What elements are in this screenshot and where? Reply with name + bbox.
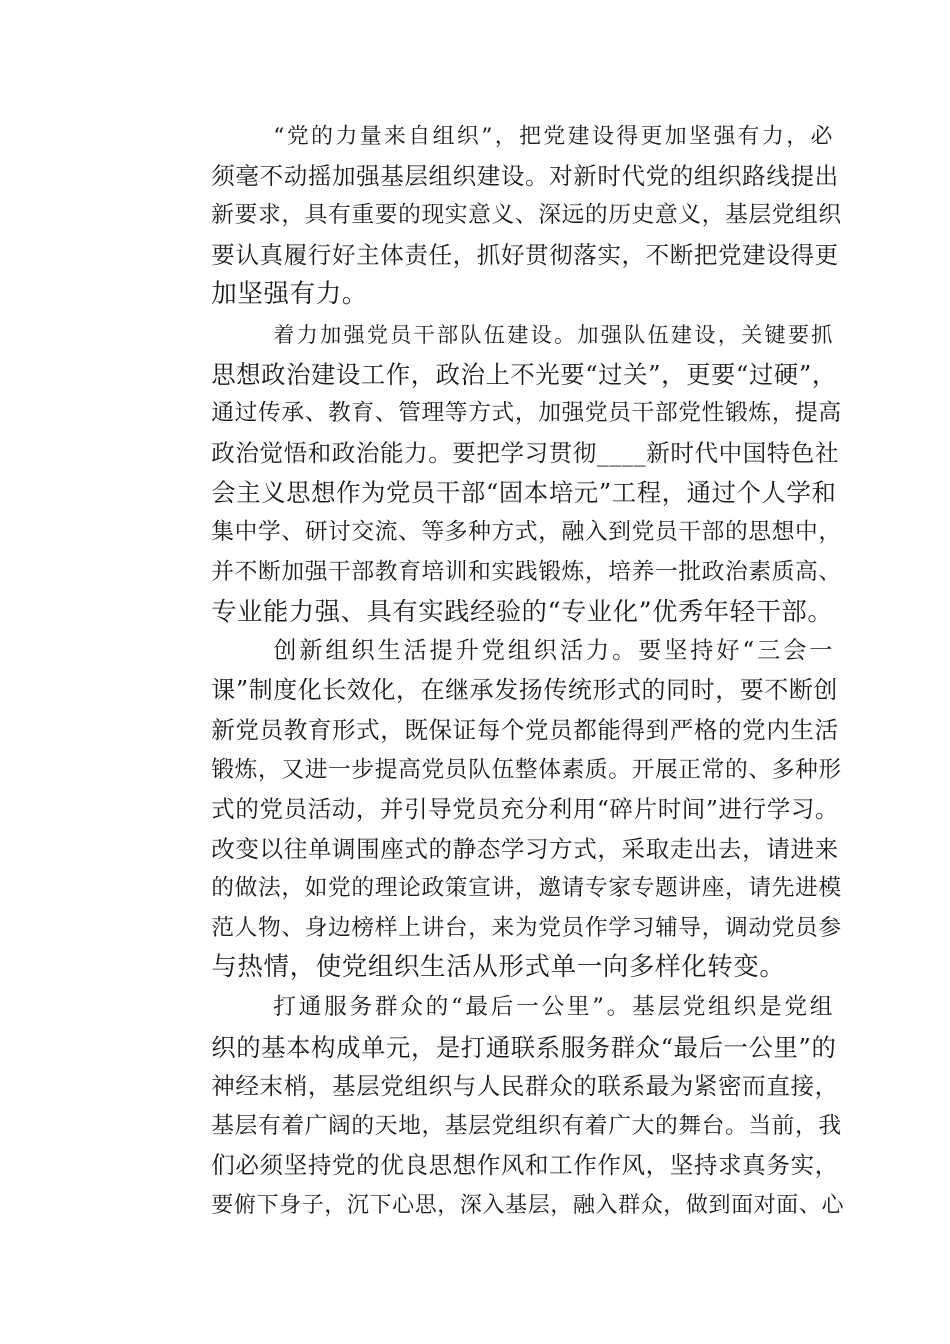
text-line: 织的基本构成单元，是打通联系服务群众“最后一公里”的 bbox=[211, 1032, 837, 1062]
paragraph-party-organization bbox=[145, 117, 842, 315]
text-line: 课”制度化长效化，在继承发扬传统形式的同时，要不断创 bbox=[211, 676, 838, 705]
text-line: 打通服务群众的“最后一公里”。基层党组织是党组 bbox=[273, 994, 833, 1021]
document-body bbox=[145, 117, 845, 1226]
text-line: 思想政治建设工作，政治上不光要“过关”，更要“过硬”， bbox=[211, 359, 837, 389]
paragraph-cadre-team-building bbox=[145, 315, 842, 632]
text-line: 新要求，具有重要的现实意义、深远的历史意义，基层党组织 bbox=[211, 202, 842, 229]
text-line: 要俯下身子，沉下心思，深入基层，融入群众，做到面对面、心 bbox=[211, 1193, 845, 1219]
text-line: 神经末梢，基层党组织与人民群众的联系最为紧密而直接， bbox=[211, 1072, 839, 1101]
text-line: 锻炼，又进一步提高党员队伍整体素质。开展正常的、多种形 bbox=[211, 756, 842, 783]
text-line: 新党员教育形式，既保证每个党员都能得到严格的党内生活 bbox=[211, 715, 839, 744]
text-line: 要认真履行好主体责任，抓好贯彻落实，不断把党建设得更 bbox=[211, 240, 839, 269]
text-line: 的做法，如党的理论政策宣讲，邀请专家专题讲座，请先进模 bbox=[211, 875, 842, 902]
paragraph-serving-masses bbox=[145, 988, 845, 1226]
text-line: 基层有着广阔的天地，基层党组织有着广大的舞台。当前，我 bbox=[211, 1112, 842, 1139]
text-line: 专业能力强、具有实践经验的“专业化”优秀年轻干部。 bbox=[211, 597, 834, 627]
text-line: 政治觉悟和政治能力。要把学习贯彻____新时代中国特色社 bbox=[211, 438, 840, 467]
text-line: 会主义思想作为党员干部“固本培元”工程，通过个人学和 bbox=[211, 478, 837, 508]
text-line: 通过传承、教育、管理等方式，加强党员干部党性锻炼，提高 bbox=[211, 400, 842, 427]
text-line: 式的党员活动，并引导党员充分利用“碎片时间”进行学习。 bbox=[211, 795, 840, 824]
text-line: 们必须坚持党的优良思想作风和工作作风，坚持求真务实， bbox=[211, 1151, 839, 1180]
text-line: 改变以往单调围座式的静态学习方式，采取走出去，请进来 bbox=[211, 834, 839, 863]
text-line: 须毫不动摇加强基层组织建设。对新时代党的组织路线提出 bbox=[211, 161, 839, 190]
text-line: 集中学、研讨交流、等多种方式，融入到党员干部的思想中， bbox=[211, 518, 842, 545]
paragraph-organization-life bbox=[145, 632, 842, 988]
text-line: 并不断加强干部教育培训和实践锻炼，培养一批政治素质高、 bbox=[211, 558, 842, 585]
text-line: 与热情，使党组织生活从形式单一向多样化转变。 bbox=[211, 952, 786, 983]
text-line: 着力加强党员干部队伍建设。加强队伍建设，关键要抓 bbox=[273, 321, 833, 347]
text-line: “党的力量来自组织”，把党建设得更加坚强有力，必 bbox=[273, 124, 833, 149]
text-line: 加坚强有力。 bbox=[211, 279, 368, 310]
text-line: 创新组织生活提升党组织活力。要坚持好“三会一 bbox=[273, 637, 833, 664]
text-line: 范人物、身边榜样上讲台，来为党员作学习辅导，调动党员参 bbox=[211, 914, 842, 941]
